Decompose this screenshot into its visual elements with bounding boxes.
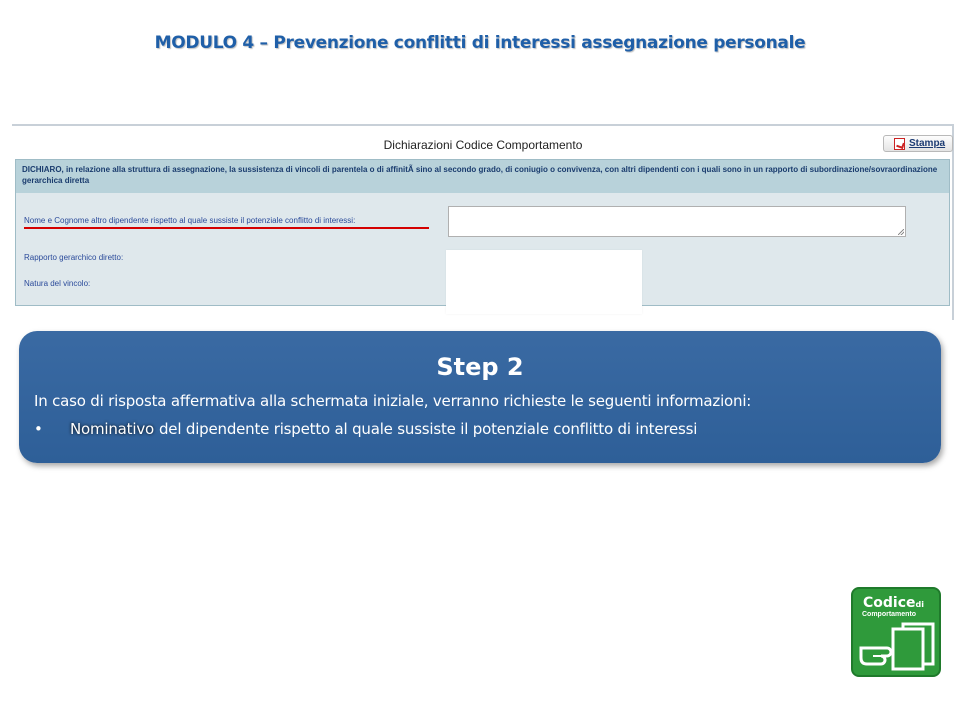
bond-field-label: Natura del vincolo: [24,279,91,288]
name-textarea[interactable] [448,206,906,237]
logo-title [863,595,924,611]
step-callout [19,331,941,463]
codice-comportamento-logo [851,587,941,677]
print-button-label: Stampa [909,138,946,149]
bullet-marker: • [34,420,43,438]
logo-subtitle: Comportamento [862,611,917,618]
resize-grip-icon[interactable] [898,229,904,235]
bullet-text: del dipendente rispetto al quale sussiste il potenziale conflitto di interessi [158,420,698,438]
slide-title: MODULO 4 – Prevenzione conflitti di interessi assegnazione personale [154,33,806,53]
logo-title-small: di [915,600,924,609]
highlight-underline [24,227,429,229]
step-title: Step 2 [436,353,524,381]
bullet-keyword: Nominativo [70,420,154,438]
list-item [34,420,697,438]
name-field-label: Nome e Cognome altro dipendente rispetto al quale sussiste il potenziale conflitto di interessi: [24,216,356,225]
hidden-fields-area [446,250,642,314]
form-header [12,126,954,156]
step-intro: In caso di risposta affermativa alla schermata iniziale, verranno richieste le seguenti informazioni: [34,392,752,410]
print-button[interactable] [883,135,953,152]
form-header-title: Dichiarazioni Codice Comportamento [383,138,583,152]
hierarchy-field-label: Rapporto gerarchico diretto: [24,253,124,262]
form-screenshot [12,124,954,320]
documents-hand-icon [859,622,937,672]
declaration-text: DICHIARO, in relazione alla struttura di assegnazione, la sussistenza di vincoli di parentela o di affinitÃ sino al secondo grado, di coniugio o convivenza, con altri dipendenti con i quali sono in un rapporto di subordinazione/sovraordinazione gerarchica diretta [16,160,949,193]
logo-title-main: Codice [863,595,916,611]
pdf-icon [894,138,905,150]
